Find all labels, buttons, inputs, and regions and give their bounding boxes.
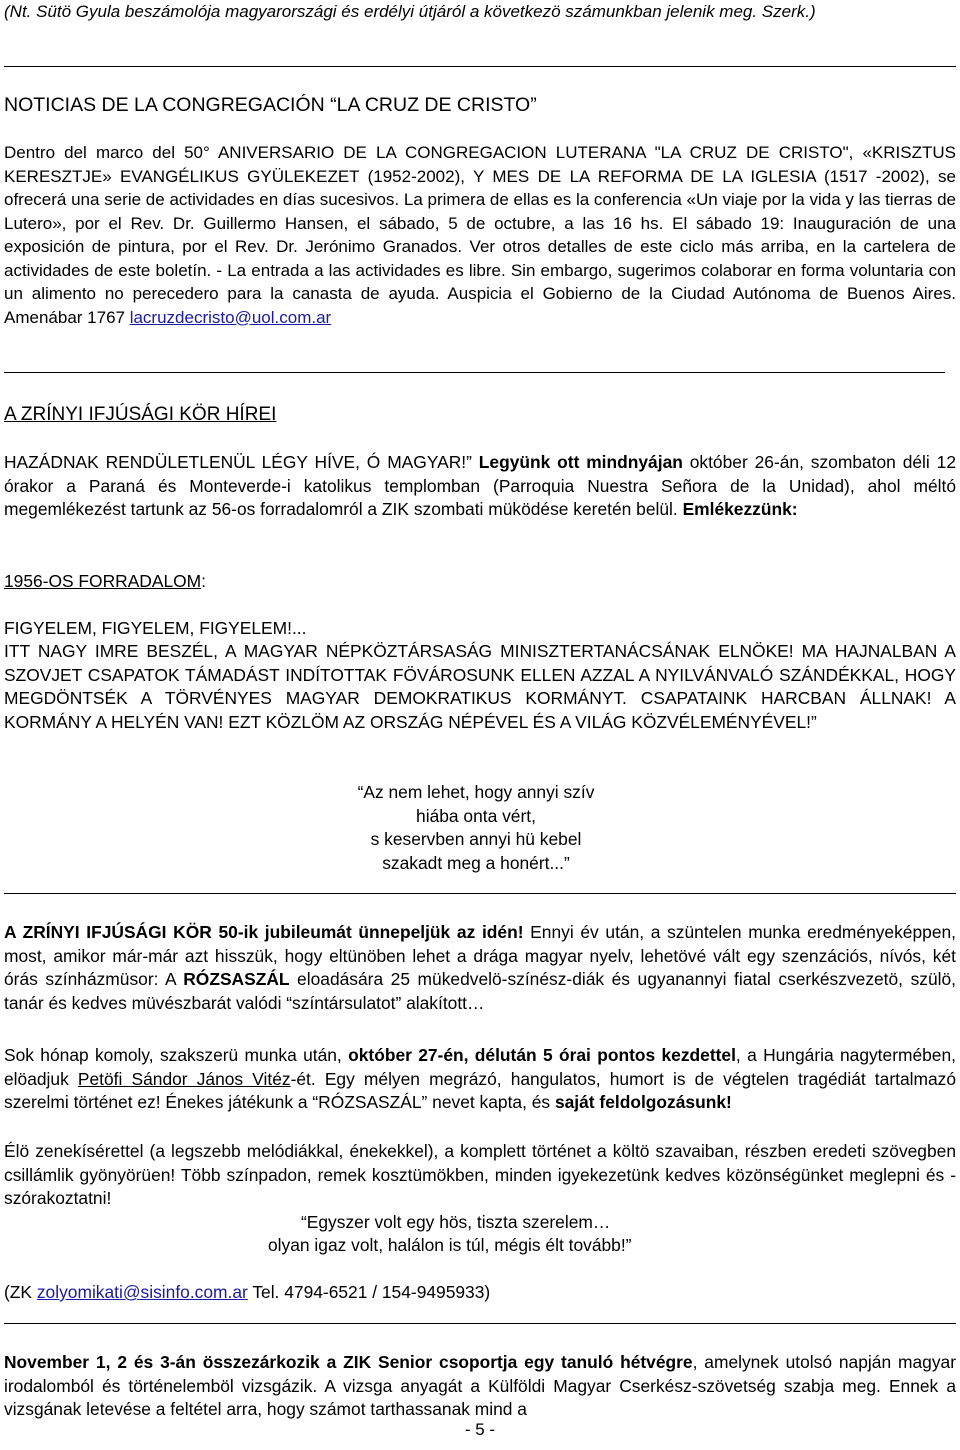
revolution-title: 1956-OS FORRADALOM: [4, 571, 202, 591]
jubileum-p2-b: , a Hungária nagytermében, elöadjuk: [4, 1045, 956, 1089]
jubileum-p2-own: saját feldolgozásunk!: [554, 1092, 732, 1112]
editor-note: (Nt. Sütö Gyula beszámolója magyarországi és erdélyi útjáról a következö számunkban jelenik meg. Szerk.): [4, 2, 816, 21]
poem-line: szakadt meg a honért...”: [382, 852, 570, 873]
poem: [236, 781, 716, 875]
jubileum-text-2: eloadására 25 mükedvelö-színész-diák és ugyanannyi fiatal cserkészvezetö, szülö, tanár és kedves müvészbarát valódi “színtársulatot” alakított…: [4, 969, 956, 1013]
divider-noticias: [4, 372, 945, 373]
jubileum-headline: A ZRÍNYI IFJÚSÁGI KÖR 50-ik jubileumát ünnepeljük az idén!: [4, 922, 524, 942]
page-number: - 5 -: [464, 1420, 496, 1439]
zrinyi-event-text: október 26-án, szombaton déli 12 órakor a Paraná és Monteverde-i katolikus templomban (Parroquia Nuestra Señora de la Unidad), ahol méltó megemlékezést tartunk az 56-os forradalomról a ZIK szombati müködése keretén belül.: [4, 452, 956, 519]
jubileum-p2-title: Petöfi Sándor János Vitéz: [77, 1068, 291, 1089]
zrinyi-paragraph-1: [4, 451, 956, 522]
noticias-title: NOTICIAS DE LA CONGREGACIÓN “LA CRUZ DE CRISTO”: [4, 94, 537, 116]
senior-headline: November 1, 2 és 3-án összezárkozik a ZIK Senior csoportja egy tanuló hétvégre: [4, 1352, 693, 1372]
poem-line: s keservben annyi hü kebel: [370, 829, 582, 849]
jubileum-quote-2: olyan igaz volt, halálon is túl, mégis élt tovább!”: [268, 1235, 632, 1255]
noticias-body: [4, 141, 956, 329]
poem-line: hiába onta vért,: [416, 805, 536, 826]
senior-text: , amelynek utolsó napján magyar irodalomból és történelemböl vizsgázik. A vizsga anyagát a Külföldi Magyar Cserkész-szövetség szabja meg. Ennek a vizsgának letevése a feltétel arra, hogy számot tarthassanak mind a: [4, 1352, 956, 1419]
zrinyi-remember: Emlékezzünk:: [682, 499, 798, 519]
divider-top: [4, 66, 956, 67]
broadcast-first-line: FIGYELEM, FIGYELEM, FIGYELEM!...: [4, 618, 307, 638]
contact-email-link[interactable]: zolyomikati@sisinfo.com.ar: [36, 1282, 248, 1302]
broadcast-text: ITT NAGY IMRE BESZÉL, A MAGYAR NÉPKÖZTÁRSASÁG MINISZTERTANÁCSÁNAK ELNÖKE! MA HAJNALBAN A SZOVJET CSAPATOK TÁMADÁST INDÍTOTTAK FÖVÁROSUNK ELLEN AZZAL A NYILVÁNVALÓ SZÁNDÉKKAL, HOGY MEGDÖNTSÉK A TÖRVÉNYES MAGYAR DEMOKRATIKUS KORMÁNYT. CSAPATAINK HARCBAN ÁLLNAK! A KORMÁNY A HELYÉN VAN! EZT KÖZLÖM AZ ORSZÁG NÉPÉVEL ÉS A VILÁG KÖZVÉLEMÉNYÉVEL!”: [4, 641, 956, 732]
contact-phone: Tel. 4794-6521 / 154-9495933): [247, 1282, 491, 1302]
poem-line: “Az nem lehet, hogy annyi szív: [357, 782, 595, 802]
jubileum-play-name: RÓZSASZÁL: [183, 969, 290, 989]
jubileum-paragraph-1: [4, 921, 956, 1015]
senior-paragraph: [4, 1351, 956, 1422]
jubileum-text-1: Ennyi év után, a szüntelen munka eredményeképpen, most, amikor már-már azt hisszük, hogy eltünöben lehet a drága magyar nyelv, lehetövé vált egy szenzációs, nívós, két órás színházmüsor: A: [4, 922, 956, 989]
contact-prefix: (ZK: [4, 1282, 37, 1302]
divider-zrinyi: [4, 893, 956, 894]
jubileum-paragraph-2: [4, 1044, 956, 1115]
zrinyi-title: A ZRÍNYI IFJÚSÁGI KÖR HÍREI: [4, 404, 277, 425]
noticias-text: Dentro del marco del 50° ANIVERSARIO DE LA CONGREGACION LUTERANA "LA CRUZ DE CRISTO", «KRISZTUS KERESZTJE» EVANGÉLIKUS GYÜLEKEZET (1952-2002), Y MES DE LA REFORMA DE LA IGLESIA (1517 -2002), se ofrecerá una serie de actividades en días sucesivos. La primera de ellas es la conferencia «Un viaje por la vida y las tierras de Lutero», por el Rev. Dr. Guillermo Hansen, el sábado, 5 de octubre, a las 16 hs. El sábado 19: Inauguración de una exposición de pintura, por el Rev. Dr. Jerónimo Granados. Ver otros detalles de este ciclo más arriba, en la cartelera de actividades de este boletín. - La entrada a las actividades es libre. Sin embargo, sugerimos colaborar en forma voluntaria con un alimento no perecedero para la canasta de ayuda. Auspicia el Gobierno de la Ciudad Autónoma de Buenos Aires. Amenábar 1767: [4, 143, 956, 327]
jubileum-p2-a: Sok hónap komoly, szakszerü munka után,: [4, 1045, 349, 1065]
jubileum-paragraph-3: Élö zenekísérettel (a legszebb melódiákkal, énekekkel), a komplett történet a költö szavaiban, részben eredeti szövegben csillámlik gyönyörüen! Több színpadon, remek kosztümökben, minden igyekezetünk kedves közönségünket meglepni és - szórakoztatni!: [4, 1141, 956, 1208]
noticias-email-link[interactable]: lacruzdecristo@uol.com.ar: [129, 307, 332, 327]
revolution-colon: :: [201, 571, 206, 591]
divider-jubileum: [4, 1323, 956, 1324]
jubileum-contact: [4, 1281, 956, 1305]
zrinyi-bold-call: Legyünk ott mindnyájan: [478, 452, 683, 472]
jubileum-p2-c: -ét. Egy mélyen megrázó, hangulatos, humort is de végtelen tragédiát tartalmazó szerelmi történet ez! Énekes játékunk a “RÓZSASZÁL” nevet kapta, és: [4, 1068, 956, 1112]
jubileum-quote-1: “Egyszer volt egy hös, tiszta szerelem…: [301, 1212, 611, 1232]
revolution-heading: [4, 570, 956, 594]
jubileum-p2-date: október 27-én, délután 5 órai pontos kezdettel: [348, 1045, 736, 1065]
zrinyi-quote: HAZÁDNAK RENDÜLETLENÜL LÉGY HÍVE, Ó MAGYAR!”: [4, 452, 479, 472]
